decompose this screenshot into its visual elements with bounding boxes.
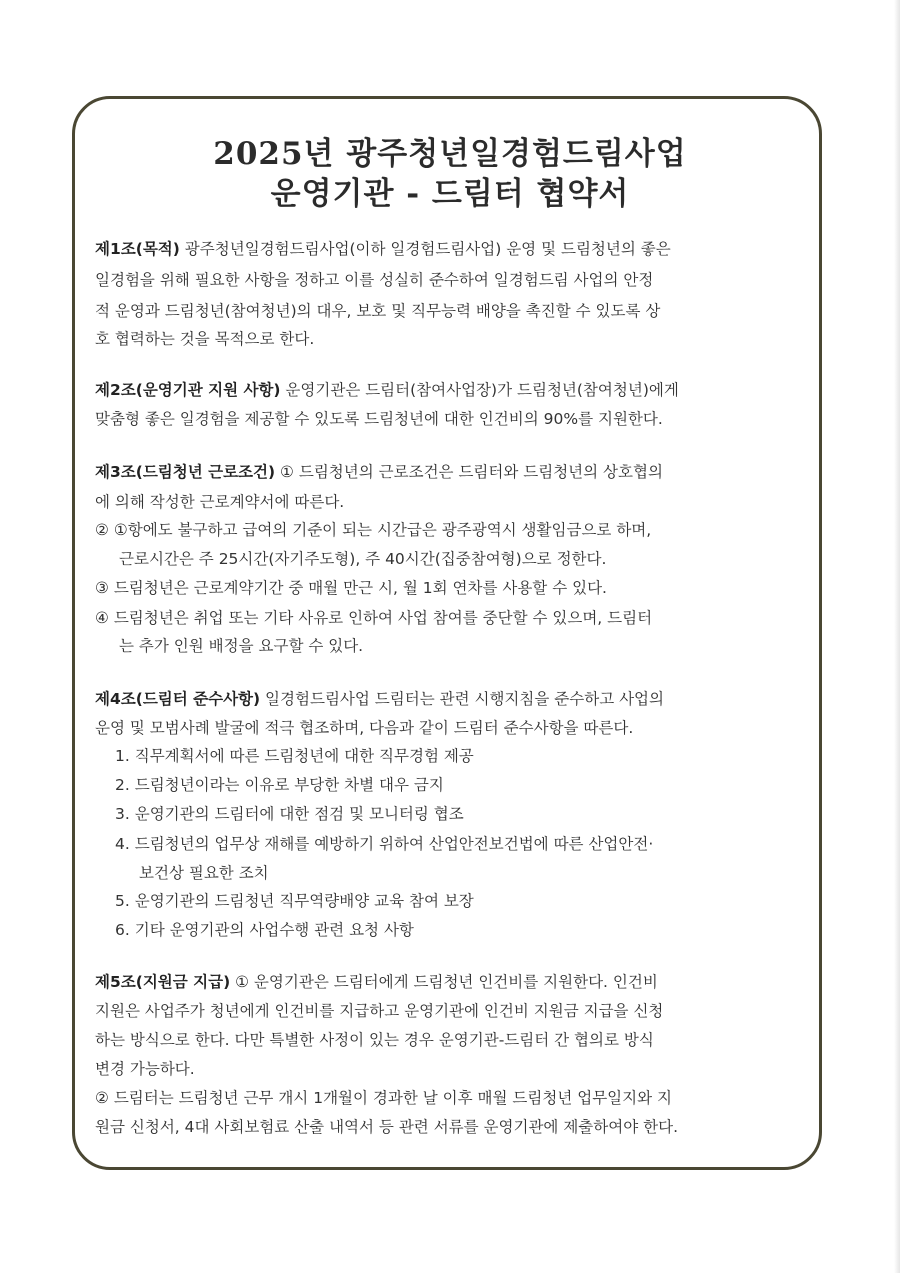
article-4-line-1: 제4조(드림터 준수사항) 일경험드림사업 드림터는 관련 시행지침을 준수하고 사업의 bbox=[95, 690, 665, 708]
article-1-line-1: 제1조(목적) 광주청년일경험드림사업(이하 일경험드림사업) 운영 및 드림청년의 좋은 bbox=[95, 240, 671, 258]
article-2-heading: 제2조(운영기관 지원 사항) bbox=[95, 381, 281, 399]
article-5-heading: 제5조(지원금 지급) bbox=[95, 973, 231, 991]
article-4-item-4-line-2: 보건상 필요한 조치 bbox=[139, 864, 269, 882]
article-4-heading: 제4조(드림터 준수사항) bbox=[95, 690, 261, 708]
article-3-heading: 제3조(드림청년 근로조건) bbox=[95, 463, 276, 481]
article-3-item-2-line-2: 근로시간은 주 25시간(자기주도형), 주 40시간(집중참여형)으로 정한다. bbox=[119, 550, 607, 568]
article-5-line-5: ② 드림터는 드림청년 근무 개시 1개월이 경과한 날 이후 매월 드림청년 업무일지와 지 bbox=[95, 1089, 672, 1107]
article-2-line-1: 제2조(운영기관 지원 사항) 운영기관은 드림터(참여사업장)가 드림청년(참여청년)에게 bbox=[95, 381, 679, 399]
title-line-1: 2025년 광주청년일경험드림사업 bbox=[213, 136, 687, 172]
article-5-line-2: 지원은 사업주가 청년에게 인건비를 지급하고 운영기관에 인건비 지원금 지급을 신청 bbox=[95, 1002, 664, 1020]
article-3-line-2: 에 의해 작성한 근로계약서에 따른다. bbox=[95, 493, 345, 511]
article-1-heading: 제1조(목적) bbox=[95, 240, 180, 258]
title-line-2: 운영기관 - 드림터 협약서 bbox=[270, 176, 630, 212]
article-4-item-5: 5. 운영기관의 드림청년 직무역량배양 교육 참여 보장 bbox=[115, 892, 474, 910]
article-3-line-1: 제3조(드림청년 근로조건) ① 드림청년의 근로조건은 드림터와 드림청년의 상호협의 bbox=[95, 463, 663, 481]
article-4-item-2: 2. 드림청년이라는 이유로 부당한 차별 대우 금지 bbox=[115, 776, 444, 794]
article-4-item-1: 1. 직무계획서에 따른 드림청년에 대한 직무경험 제공 bbox=[115, 747, 474, 765]
article-3-item-2-line-1: ② ①항에도 불구하고 급여의 기준이 되는 시간급은 광주광역시 생활임금으로 하며, bbox=[95, 521, 652, 539]
article-4-item-3: 3. 운영기관의 드림터에 대한 점검 및 모니터링 협조 bbox=[115, 805, 464, 823]
article-5-line-3: 하는 방식으로 한다. 다만 특별한 사정이 있는 경우 운영기관-드림터 간 협의로 방식 bbox=[95, 1031, 654, 1049]
article-4-item-4-line-1: 4. 드림청년의 업무상 재해를 예방하기 위하여 산업안전보건법에 따른 산업안전· bbox=[115, 835, 654, 853]
article-1-line-4: 호 협력하는 것을 목적으로 한다. bbox=[95, 330, 315, 348]
article-5-line-1: 제5조(지원금 지급) ① 운영기관은 드림터에게 드림청년 인건비를 지원한다. 인건비 bbox=[95, 973, 658, 991]
article-1-line-2: 일경험을 위해 필요한 사항을 정하고 이를 성실히 준수하여 일경험드림 사업의 안정 bbox=[95, 271, 654, 289]
article-5-line-6: 원금 신청서, 4대 사회보험료 산출 내역서 등 관련 서류를 운영기관에 제출하여야 한다. bbox=[95, 1118, 678, 1136]
article-2-line-2: 맞춤형 좋은 일경험을 제공할 수 있도록 드림청년에 대한 인건비의 90%를 지원한다. bbox=[95, 410, 663, 428]
article-3-item-3: ③ 드림청년은 근로계약기간 중 매월 만근 시, 월 1회 연차를 사용할 수 있다. bbox=[95, 579, 607, 597]
article-4-line-2: 운영 및 모범사례 발굴에 적극 협조하며, 다음과 같이 드림터 준수사항을 따른다. bbox=[95, 719, 634, 737]
article-5-line-4: 변경 가능하다. bbox=[95, 1060, 195, 1078]
article-3-item-4-line-2: 는 추가 인원 배정을 요구할 수 있다. bbox=[119, 637, 364, 655]
article-1-line-3: 적 운영과 드림청년(참여청년)의 대우, 보호 및 직무능력 배양을 촉진할 수 있도록 상 bbox=[95, 302, 661, 320]
article-3-item-4-line-1: ④ 드림청년은 취업 또는 기타 사유로 인하여 사업 참여를 중단할 수 있으며, 드림터 bbox=[95, 609, 653, 627]
article-4-item-6: 6. 기타 운영기관의 사업수행 관련 요청 사항 bbox=[115, 921, 414, 939]
